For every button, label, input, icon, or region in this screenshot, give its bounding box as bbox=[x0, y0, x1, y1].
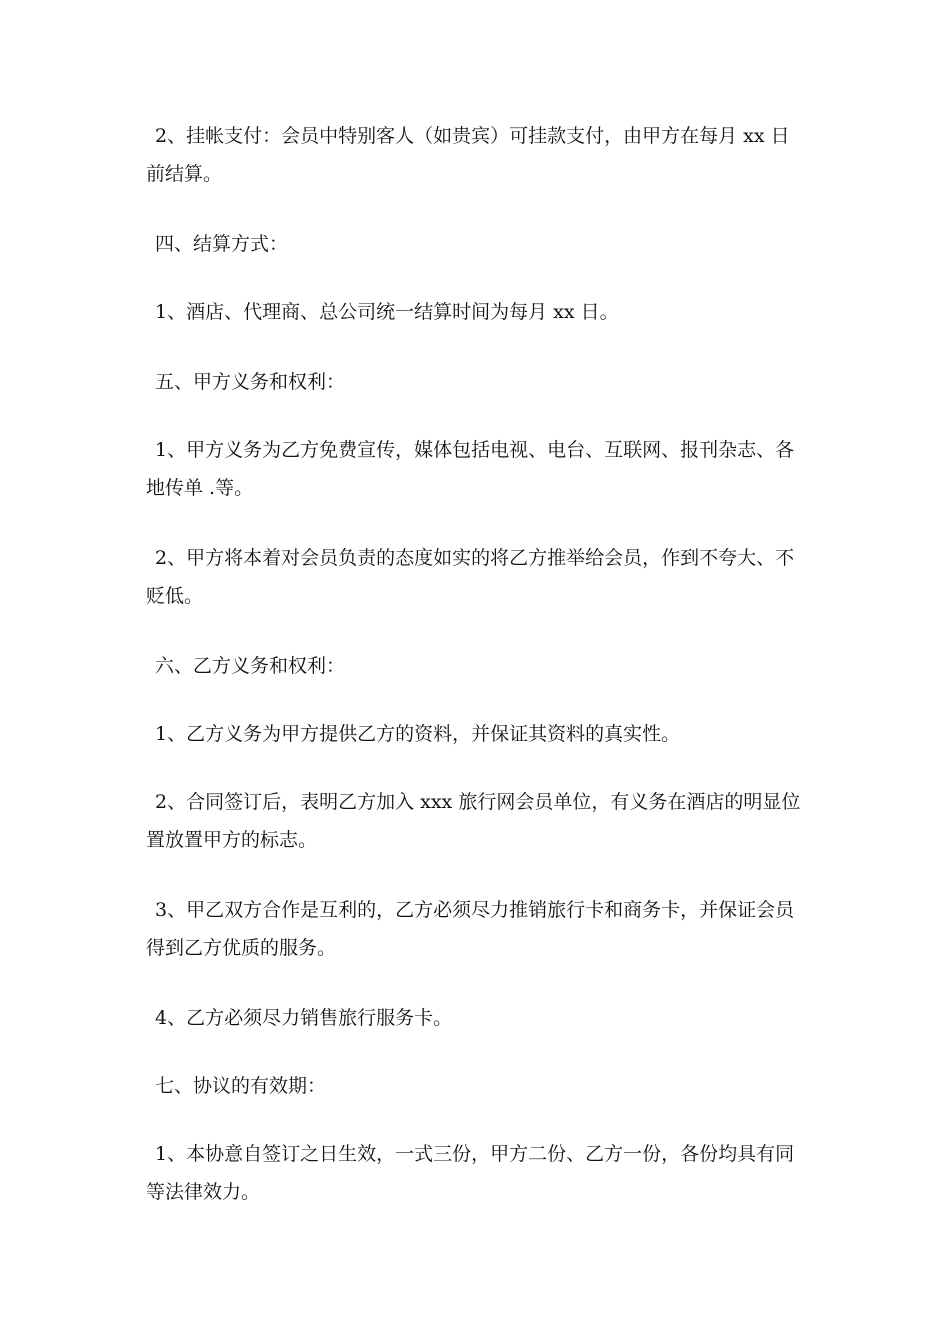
clause-6-2-membership: 2、合同签订后，表明乙方加入 xxx 旅行网会员单位，有义务在酒店的明显位置放置甲方的标志。 bbox=[146, 791, 801, 851]
clause-7-1-validity: 1、本协意自签订之日生效，一式三份，甲方二份、乙方一份，各份均具有同等法律效力。 bbox=[146, 1143, 795, 1203]
section-4-heading: 四、结算方式： bbox=[155, 233, 289, 255]
clause-6-3-cooperation: 3、甲乙双方合作是互利的，乙方必须尽力推销旅行卡和商务卡，并保证会员得到乙方优质的服务。 bbox=[146, 899, 795, 959]
section-6-heading: 六、乙方义务和权利： bbox=[155, 655, 346, 677]
clause-4-1-settlement: 1、酒店、代理商、总公司统一结算时间为每月 xx 日。 bbox=[155, 301, 619, 323]
clause-3-2-payment: 2、挂帐支付：会员中特别客人（如贵宾）可挂款支付，由甲方在每月 xx 日前结算。 bbox=[146, 125, 790, 185]
section-7-heading: 七、协议的有效期： bbox=[155, 1075, 327, 1097]
clause-5-2-recommendation: 2、甲方将本着对会员负责的态度如实的将乙方推举给会员，作到不夸大、不贬低。 bbox=[146, 547, 795, 607]
clause-5-1-promotion: 1、甲方义务为乙方免费宣传，媒体包括电视、电台、互联网、报刊杂志、各地传单 .等。 bbox=[146, 439, 795, 499]
clause-6-4-sales: 4、乙方必须尽力销售旅行服务卡。 bbox=[155, 1007, 453, 1029]
section-5-heading: 五、甲方义务和权利： bbox=[155, 371, 346, 393]
clause-6-1-information: 1、乙方义务为甲方提供乙方的资料，并保证其资料的真实性。 bbox=[155, 723, 681, 745]
